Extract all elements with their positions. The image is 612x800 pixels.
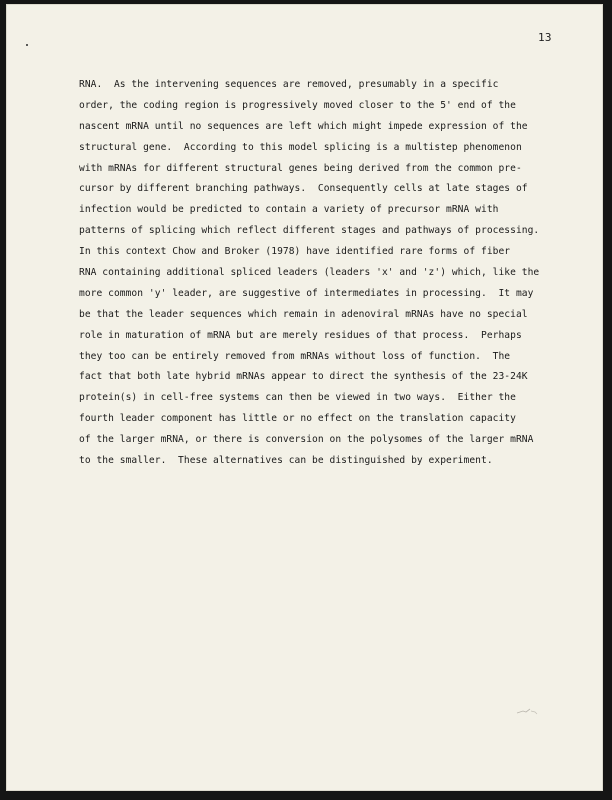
text-line: to the smaller. These alternatives can be distinguished by experiment. [79,455,493,467]
text-line: of the larger mRNA, or there is conversion on the polysomes of the larger mRNA [79,434,534,446]
text-line: fourth leader component has little or no effect on the translation capacity [79,413,516,425]
text-line: patterns of splicing which reflect different stages and pathways of processing. [79,225,540,237]
scan-smudge-mark [516,707,538,715]
text-line: with mRNAs for different structural genes being derived from the common pre- [79,162,522,174]
text-line: nascent mRNA until no sequences are left which might impede expression of the [79,120,528,132]
text-line: they too can be entirely removed from mRNAs without loss of function. The [79,350,511,362]
text-line: cursor by different branching pathways. Consequently cells at late stages of [79,183,528,195]
text-line: infection would be predicted to contain a variety of precursor mRNA with [79,204,499,216]
text-line: structural gene. According to this model splicing is a multistep phenomenon [79,141,522,153]
margin-speck [26,44,28,46]
text-line: more common 'y' leader, are suggestive of intermediates in processing. It may [79,287,534,299]
text-line: RNA. As the intervening sequences are removed, presumably in a specific [79,79,499,90]
document-page [6,4,603,791]
text-line: order, the coding region is progressively moved closer to the 5' end of the [79,99,516,111]
text-line: RNA containing additional spliced leaders (leaders 'x' and 'z') which, like the [79,267,540,279]
text-line: role in maturation of mRNA but are merely residues of that process. Perhaps [79,329,522,341]
text-line: protein(s) in cell-free systems can then be viewed in two ways. Either the [79,392,516,404]
body-paragraph [79,75,549,472]
text-line: be that the leader sequences which remain in adenoviral mRNAs have no special [79,308,528,320]
page-number: 13 [538,31,552,44]
text-line: fact that both late hybrid mRNAs appear to direct the synthesis of the 23-24K [79,371,528,383]
text-line: In this context Chow and Broker (1978) have identified rare forms of fiber [79,246,511,258]
